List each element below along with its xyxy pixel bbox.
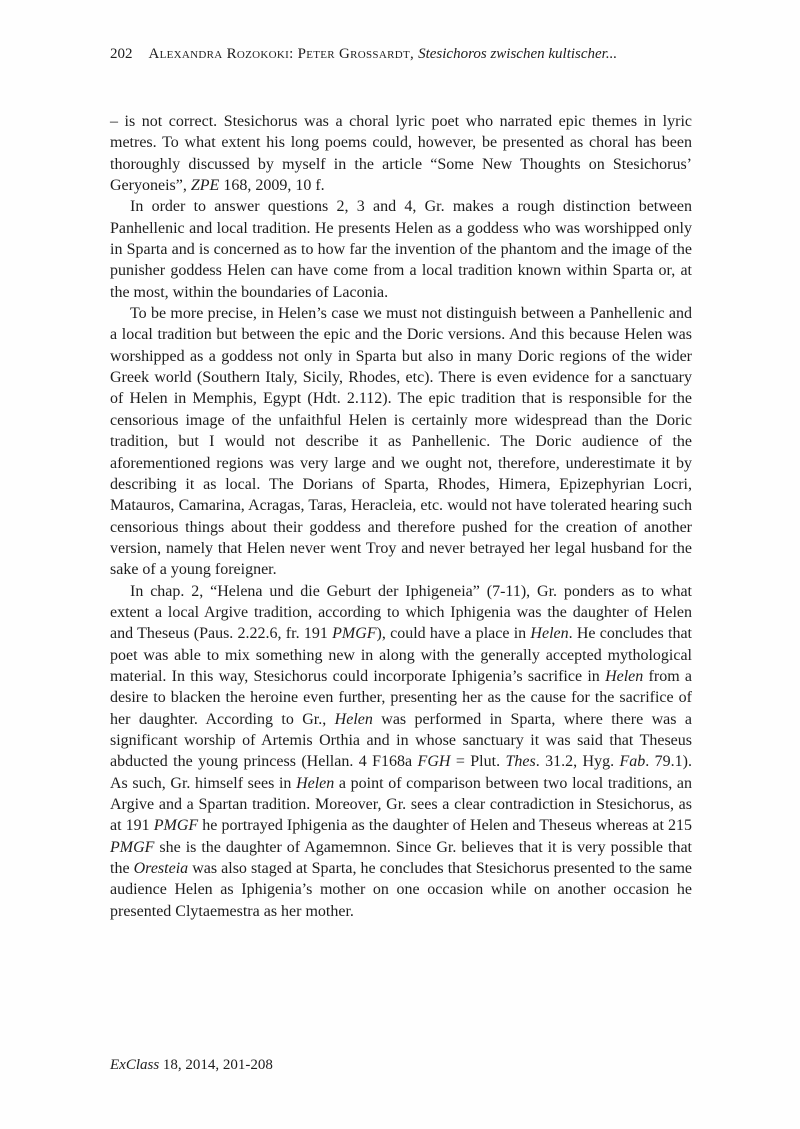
paragraph [110, 581, 692, 923]
text-run: Helen [334, 710, 373, 728]
page-body [110, 111, 692, 922]
text-run: . 31.2, Hyg. [535, 753, 620, 771]
text-run: ), could have a place in [376, 625, 531, 643]
text-run: = Plut. [450, 753, 506, 771]
text-run: Fab [619, 753, 646, 771]
text-run: . He concludes that poet was able to mix something new in along with the generally accepted mythological material. In this way, Stesichorus could incorporate Iphigenia’s sacrifice in [110, 625, 693, 685]
text-run: she is the daughter of Agamemnon. Since Gr. believes that it is very possible that the [110, 838, 692, 878]
text-run: . 79.1). As such, Gr. himself sees in [110, 753, 692, 792]
paragraph [110, 196, 692, 303]
text-run: Helen [530, 625, 569, 643]
text-run: PMGF [332, 625, 377, 643]
text-run: To be more precise, in Helen’s case we must not distinguish between a Panhellenic and a local tradition but between the epic and the Doric versions. And this because Helen was worshipped as a goddess not only in Sparta but also in many Doric regions of the wider Greek world (Southern Italy, Sicily, Rhodes, etc). There is even evidence for a sanctuary of Helen in Memphis, Egypt (Hdt. 2.112). The epic tradition that is responsible for the censorious image of the unfaithful Helen is certainly more widespread than the Doric tradition, but I would not describe it as Panhellenic. The Doric audience of the aforementioned regions was very large and we ought not, therefore, underestimate it by describing it as local. The Dorians of Sparta, Rhodes, Himera, Epizephyrian Locri, Matauros, Camarina, Acragas, Taras, Heracleia, etc. would not have tolerated hearing such censorious things about their goddess and therefore pushed for the creation of another version, namely that Helen never went Troy and never betrayed her legal husband for the sake of a young foreigner. [110, 305, 692, 579]
text-run: was performed in Sparta, where there was a significant worship of Artemis Orthia and in whose sanctuary it was said that Theseus abducted the young princess (Hellan. 4 F168a [110, 710, 692, 771]
text-run: 18, 2014, 201-208 [159, 1057, 273, 1073]
text-run: a point of comparison between two local traditions, an Argive and a Spartan tradition. Moreover, Gr. sees a clear contradiction in Stesichorus, as at 191 [110, 774, 693, 835]
text-run: ZPE [190, 177, 220, 195]
text-run: FGH [417, 753, 451, 771]
text-run: was also staged at Sparta, he concludes that Stesichorus presented to the same audience Helen as Iphigenia’s mother on one occasion while on another occasion he presented Clytaemestra as her mother. [110, 860, 693, 920]
text-run: PMGF [153, 817, 199, 835]
text-run: 168, 2009, 10 f. [219, 177, 325, 195]
page-number: 202 [110, 46, 133, 62]
text-run: Thes [505, 753, 536, 771]
text-run: – is not correct. Stesichorus was a choral lyric poet who narrated epic themes in lyric metres. To what extent his long poems could, however, be presented as choral has been thoroughly discussed by myself in the article “Some New Thoughts on Stesichorus’ Geryoneis”, [110, 113, 692, 195]
text-run: In order to answer questions 2, 3 and 4, Gr. makes a rough distinction between Panhellenic and local tradition. He presents Helen as a goddess who was worshipped only in Sparta and is concerned as to how far the invention of the phantom and the image of the punisher goddess Helen can have come from a local tradition known within Sparta or, at the most, within the boundaries of Laconia. [110, 198, 692, 301]
text-run: PMGF [110, 838, 155, 856]
page-footer [110, 1057, 273, 1074]
text-run: Alexandra Rozokoki: Peter Grossardt, [148, 46, 419, 62]
text-run: Helen [296, 774, 335, 792]
running-head [149, 46, 618, 62]
paragraph [110, 303, 692, 580]
text-run: from a desire to blacken the heroine even further, presenting her as the cause for the sacrifice of her daughter. According to Gr., [110, 667, 693, 728]
text-run: Helen [605, 667, 644, 685]
text-run: In chap. 2, “Helena und die Geburt der Iphigeneia” (7-11), Gr. ponders as to what extent a local Argive tradition, according to which Iphigenia was the daughter of Helen and Theseus (Paus. 2.22.6, fr. 191 [110, 582, 692, 643]
text-run: Stesichoros zwischen kultischer... [418, 46, 618, 62]
text-run: he portrayed Iphigenia as the daughter of Helen and Theseus whereas at 215 [198, 817, 692, 835]
text-run: Oresteia [133, 860, 189, 878]
text-run: ExClass [110, 1057, 160, 1073]
paragraph [110, 111, 692, 196]
page-header [110, 46, 692, 63]
